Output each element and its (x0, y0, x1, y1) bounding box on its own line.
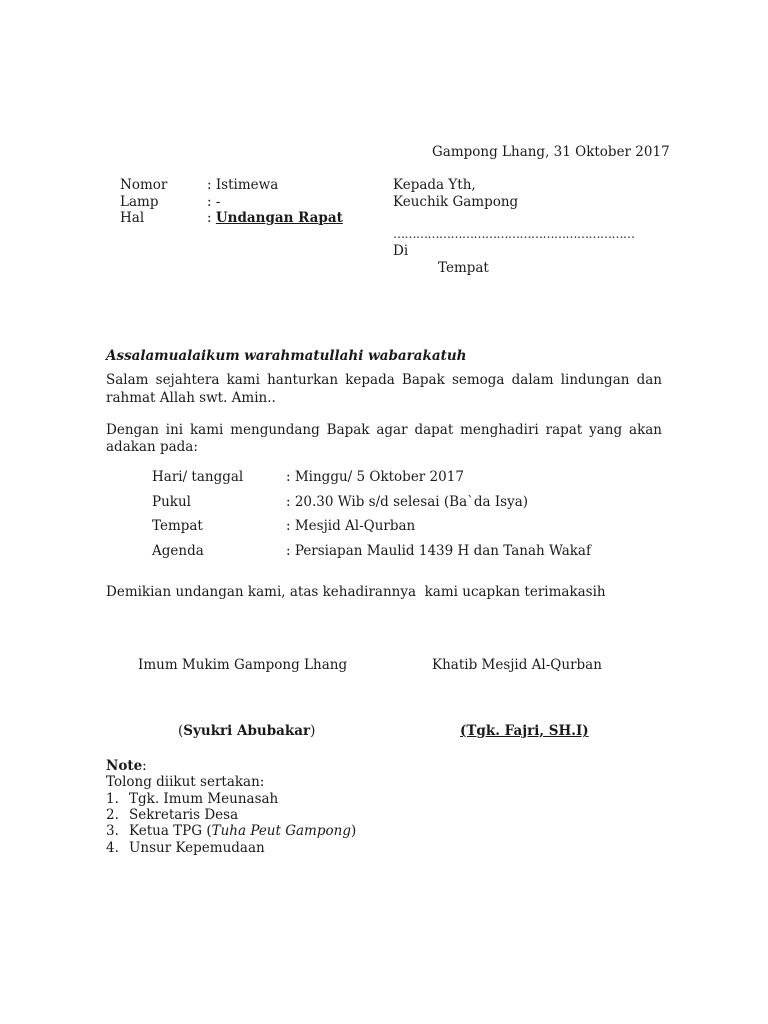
note-item-text-italic: Tuha Peut Gampong (211, 823, 351, 839)
detail-label-agenda: Agenda (152, 543, 204, 559)
paragraph-1-line-2: rahmat Allah swt. Amin.. (106, 390, 276, 406)
paragraph-2-line-2: adakan pada: (106, 439, 198, 455)
hal-colon: : (207, 210, 212, 226)
recipient-line-2: Keuchik Gampong (393, 194, 519, 210)
nomor-label: Nomor (120, 177, 168, 193)
note-title-line (106, 758, 147, 775)
recipient-line-1: Kepada Yth, (393, 177, 476, 193)
lamp-value: : - (207, 194, 221, 210)
hal-value-line (207, 210, 343, 227)
greeting: Assalamualaikum warahmatullahi wabarakatuh (106, 348, 467, 364)
note-item-number: 3. (106, 823, 119, 839)
note-item-text (129, 823, 356, 840)
note-item-number: 1. (106, 791, 119, 807)
signature-left-title: Imum Mukim Gampong Lhang (138, 657, 348, 673)
detail-value-agenda: : Persiapan Maulid 1439 H dan Tanah Wakaf (286, 543, 591, 559)
nomor-value: : Istimewa (207, 177, 279, 193)
note-title: Note (106, 758, 143, 774)
detail-value-time: : 20.30 Wib s/d selesai (Ba`da Isya) (286, 494, 529, 510)
paragraph-2-line-1: Dengan ini kami mengundang Bapak agar dapat menghadiri rapat yang akan (106, 422, 662, 438)
note-item-text-before: Ketua TPG ( (129, 823, 212, 839)
note-colon: : (142, 758, 147, 774)
recipient-di: Di (393, 243, 409, 259)
note-item-text: Tgk. Imum Meunasah (129, 791, 279, 807)
detail-label-day: Hari/ tanggal (152, 469, 244, 485)
detail-label-time: Pukul (152, 494, 191, 510)
closing-text: Demikian undangan kami, atas kehadirannya kami ucapkan terimakasih (106, 584, 606, 600)
signature-right-title: Khatib Mesjid Al-Qurban (432, 657, 602, 673)
signature-right-name: (Tgk. Fajri, SH.I) (460, 723, 589, 739)
detail-label-place: Tempat (152, 518, 203, 534)
note-intro: Tolong diikut sertakan: (106, 774, 265, 790)
place-date: Gampong Lhang, 31 Oktober 2017 (432, 144, 670, 160)
note-item-text-after: ) (350, 823, 357, 839)
signature-left-close-paren: ) (310, 723, 316, 739)
recipient-dots: ……………………………………………………… (393, 227, 635, 241)
signature-left-name: Syukri Abubakar (183, 723, 311, 739)
note-item-text: Sekretaris Desa (129, 807, 239, 823)
hal-subject: Undangan Rapat (215, 210, 343, 226)
lamp-label: Lamp (120, 194, 159, 210)
paragraph-1-line-1: Salam sejahtera kami hanturkan kepada Bapak semoga dalam lindungan dan (106, 372, 662, 388)
recipient-tempat: Tempat (438, 260, 489, 276)
hal-label: Hal (120, 210, 145, 226)
signature-left-open-paren: ( (178, 723, 184, 739)
detail-value-place: : Mesjid Al-Qurban (286, 518, 416, 534)
note-item-text: Unsur Kepemudaan (129, 840, 265, 856)
signature-left-name-line (178, 723, 315, 740)
detail-value-day: : Minggu/ 5 Oktober 2017 (286, 469, 464, 485)
note-item-number: 4. (106, 840, 119, 856)
note-item-number: 2. (106, 807, 119, 823)
